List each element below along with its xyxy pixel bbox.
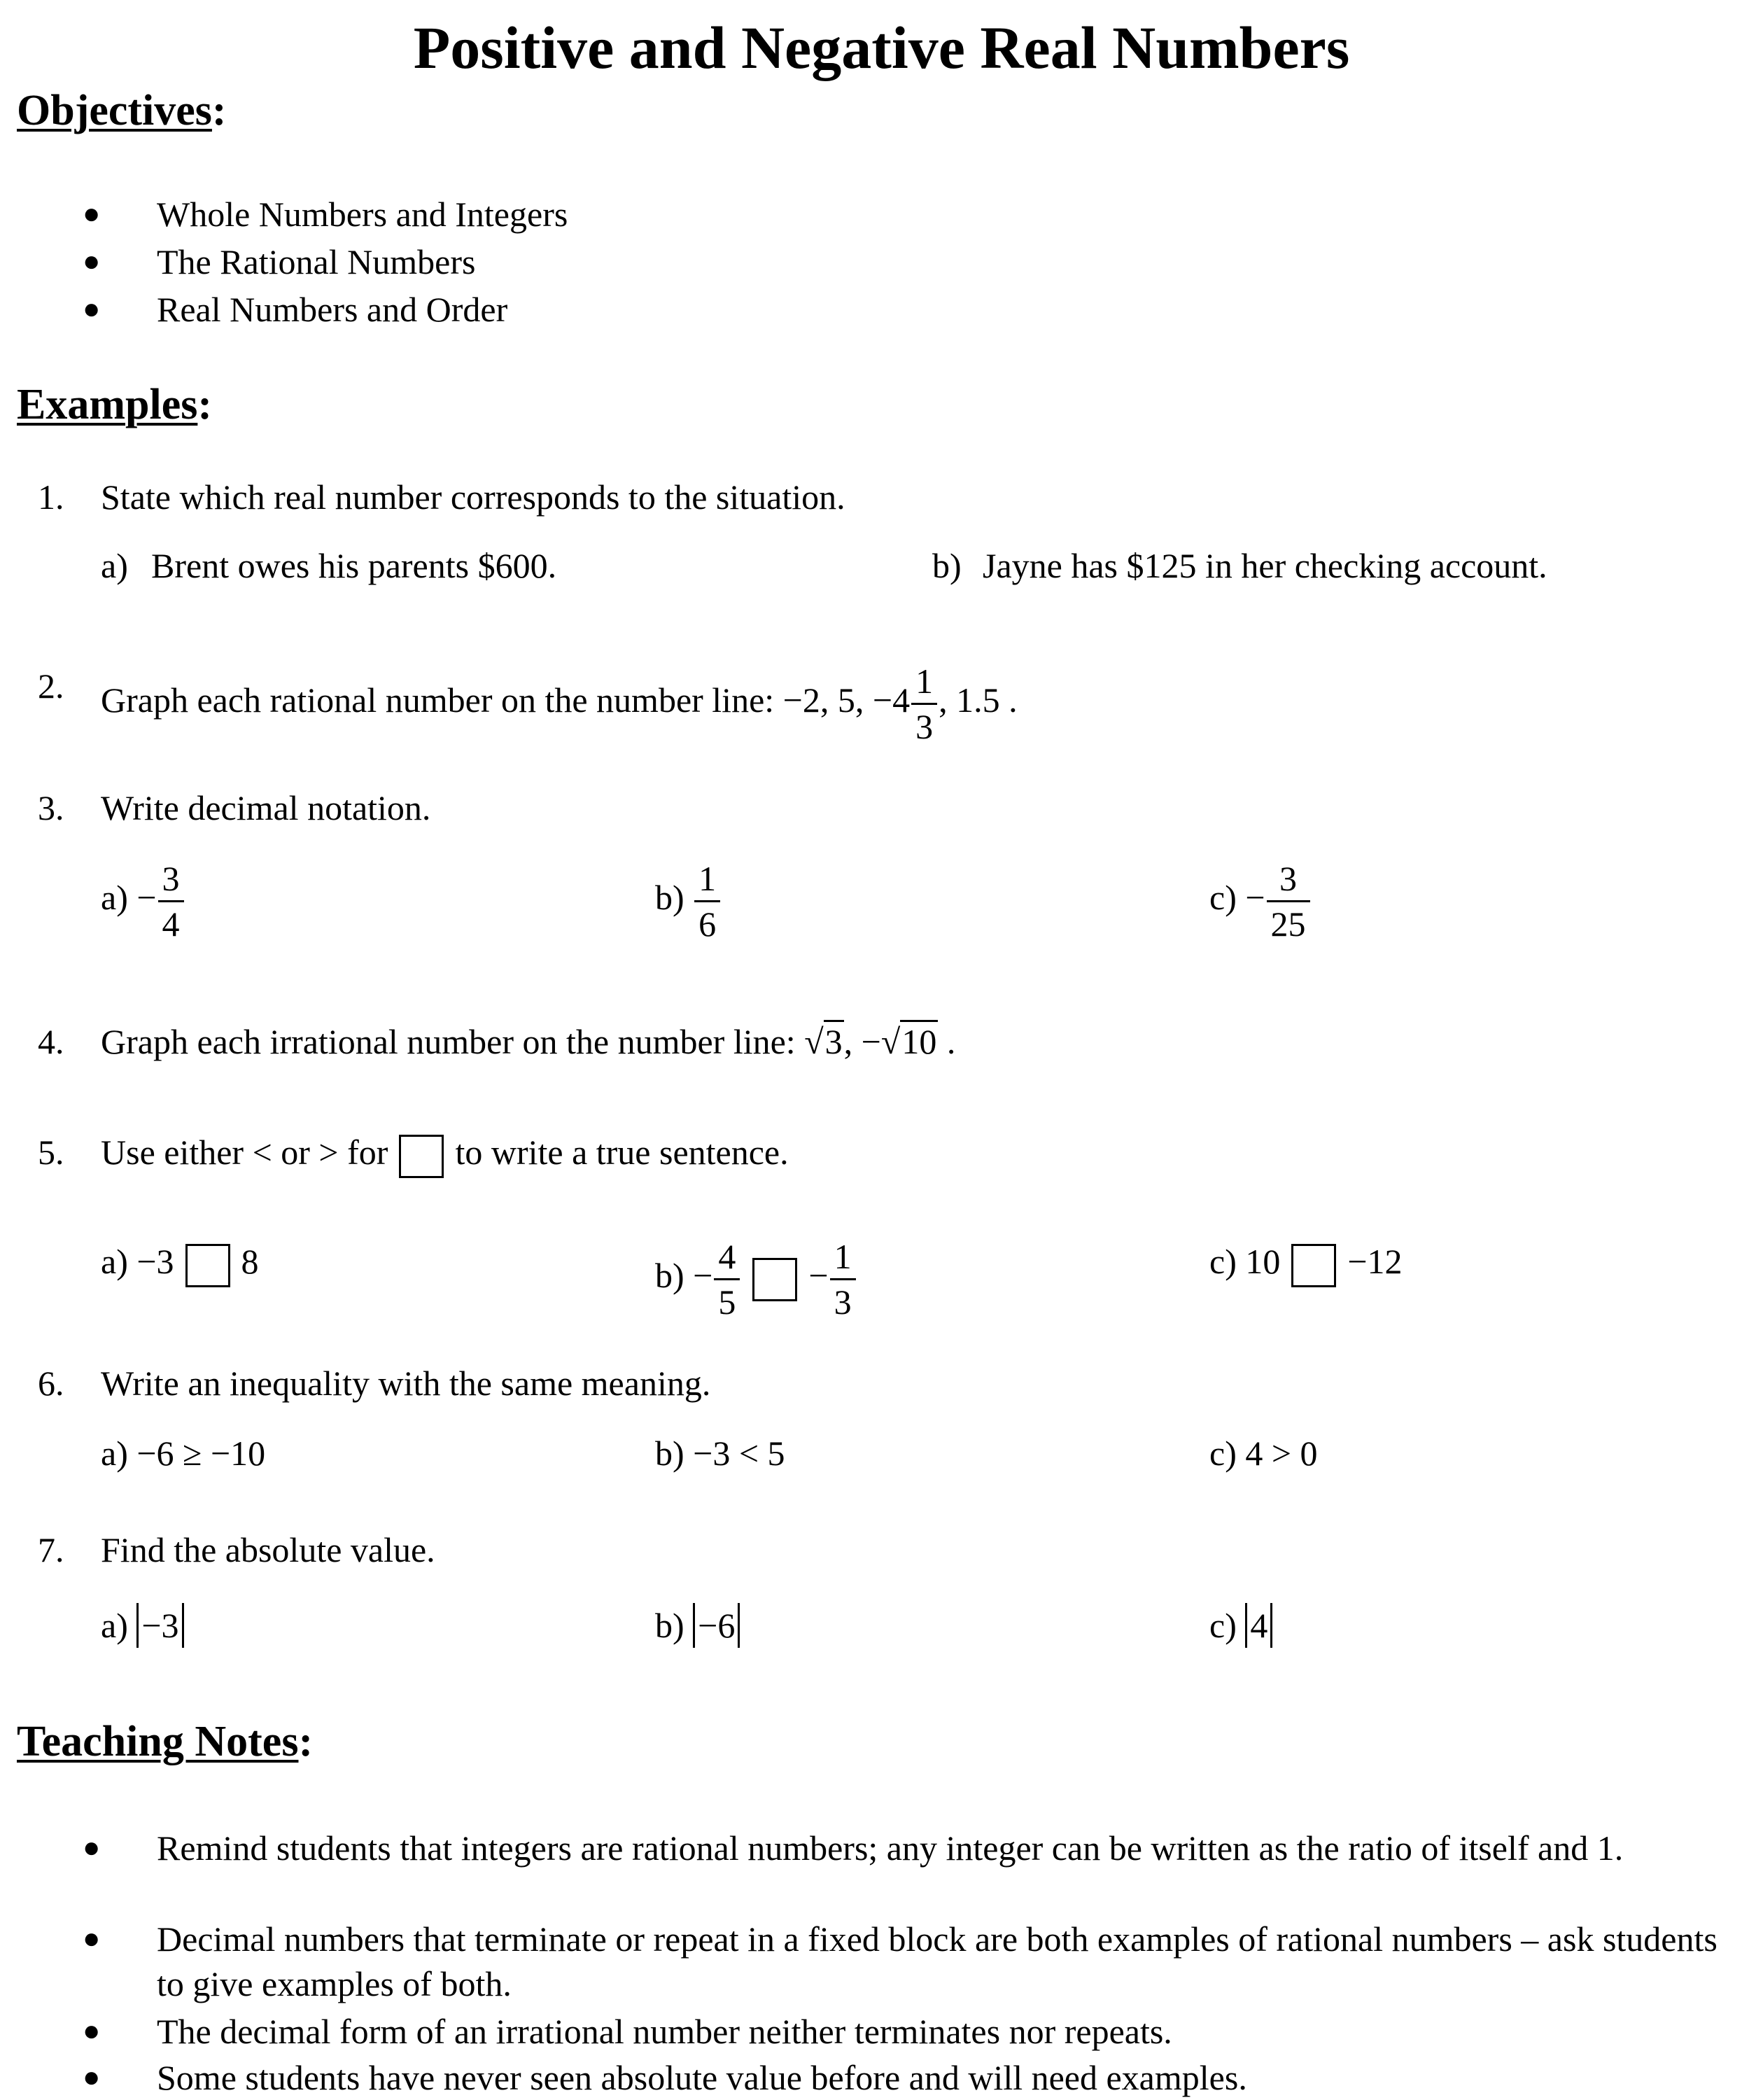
ex3-a [101,859,185,944]
ex3-b-label: b) [655,877,684,917]
examples-heading [17,377,212,433]
ex1-b-text: Jayne has $125 in her checking account. [983,546,1547,585]
example-4-prompt [101,1019,955,1064]
teaching-note: Remind students that integers are rational numbers; any integer can be written as the ratio of itself and 1. [157,1828,1624,1868]
ex1-a-text: Brent owes his parents $600. [151,546,557,585]
ex4-text: Graph each irrational number on the number line: [101,1022,796,1061]
answer-box [399,1135,444,1178]
fraction-numerator: 1 [698,859,717,898]
example-number: 2. [38,666,64,706]
example-number: 1. [38,477,64,517]
objective-item: Whole Numbers and Integers [157,195,568,234]
ex4-tail: . [938,1022,956,1061]
sqrt-10 [881,1019,938,1064]
fraction-numerator: 3 [1279,859,1298,898]
ex6-c [1209,1431,1318,1476]
bullet-icon: ● [83,2015,101,2047]
bullet-icon: ● [83,1923,101,1955]
ex2-mixed-fraction [911,664,937,744]
ex5-b-right-fraction [830,1239,856,1320]
ex5-a-right: 8 [241,1242,259,1281]
minus-sign: − [1245,877,1265,917]
ex3-a-label: a) [101,877,128,917]
ex5-c-right: −12 [1347,1242,1403,1281]
teaching-note: Some students have never seen absolute value before and will need examples. [157,2058,1247,2097]
example-number: 5. [38,1133,64,1172]
answer-box [185,1244,230,1287]
ex6-a-label: a) [101,1434,128,1473]
fraction-denominator: 5 [714,1278,740,1320]
ex5-a [101,1239,259,1287]
ex7-b [655,1603,740,1648]
absolute-value: 4 [1245,1603,1272,1648]
page-title: Positive and Negative Real Numbers [413,14,1350,81]
example-2-prompt [101,664,1018,744]
objective-item: Real Numbers and Order [157,290,508,329]
example-number: 4. [38,1022,64,1061]
objectives-colon: : [211,87,227,134]
absolute-value: −6 [693,1603,740,1648]
example-number: 7. [38,1530,64,1569]
ex7-b-label: b) [655,1606,684,1645]
fraction-denominator: 3 [911,703,937,744]
bullet-icon: ● [83,246,101,278]
ex7-c [1209,1603,1272,1648]
ex7-a-label: a) [101,1606,128,1645]
ex6-c-label: c) [1209,1434,1237,1473]
minus-sign: − [693,1255,713,1295]
example-number: 6. [38,1364,64,1403]
ex3-c-fraction [1267,859,1310,944]
radicand: 10 [900,1020,938,1061]
objectives-heading [17,83,227,139]
ex5-c-left: 10 [1245,1242,1281,1281]
ex2-values: −2, 5, [782,680,864,720]
ex7-a [101,1603,184,1648]
ex6-b-expr: −3 < 5 [693,1434,785,1473]
objectives-heading-text: Objectives [17,87,212,134]
answer-box [752,1258,797,1301]
ex5-c-label: c) [1209,1242,1237,1281]
ex5-b-label: b) [655,1255,684,1295]
minus-sign: − [808,1255,829,1295]
ex6-a [101,1431,265,1476]
ex6-b-label: b) [655,1434,684,1473]
sqrt-3 [804,1019,843,1064]
example-6-prompt: Write an inequality with the same meaning. [101,1364,711,1403]
examples-heading-text: Examples [17,381,198,428]
fraction-numerator: 1 [915,662,934,701]
ex3-b [655,859,722,944]
ex6-a-expr: −6 ≥ −10 [136,1434,266,1473]
ex5-a-left: −3 [136,1242,174,1281]
ex4-separator: , − [843,1022,881,1061]
fraction-denominator: 6 [694,900,720,941]
example-3-prompt: Write decimal notation. [101,788,431,827]
example-number: 3. [38,788,64,827]
example-1-prompt: State which real number corresponds to the situation. [101,477,845,517]
fraction-denominator: 4 [158,900,184,941]
teaching-note: Decimal numbers that terminate or repeat in a fixed block are both examples of rational numbers – ask students to give examples of both. [157,1919,1718,2003]
bullet-icon: ● [83,293,101,326]
radicand: 3 [824,1020,844,1061]
ex3-b-fraction [694,859,720,944]
teaching-note: The decimal form of an irrational number neither terminates nor repeats. [157,2012,1172,2051]
fraction-denominator: 25 [1267,900,1310,941]
radical-icon: √ [804,1022,824,1061]
fraction-numerator: 3 [162,859,180,898]
ex3-c-label: c) [1209,877,1237,917]
ex5-a-label: a) [101,1242,128,1281]
bullet-icon: ● [83,2062,101,2094]
answer-box [1291,1244,1336,1287]
examples-colon: : [197,381,213,428]
ex2-text: Graph each rational number on the number line: [101,680,775,720]
ex3-c [1209,859,1312,944]
fraction-numerator: 1 [834,1237,852,1276]
ex1-a-label: a) [101,546,128,585]
bullet-icon: ● [83,1832,101,1864]
absolute-value: −3 [136,1603,183,1648]
bullet-icon: ● [83,198,101,230]
ex5-b [655,1239,857,1320]
example-7-prompt: Find the absolute value. [101,1530,435,1569]
minus-sign: − [136,877,157,917]
example-5-prompt [101,1130,789,1178]
teaching-notes-heading-text: Teaching Notes [17,1718,299,1765]
ex6-c-expr: 4 > 0 [1245,1434,1318,1473]
teaching-notes-heading [17,1714,313,1770]
objective-item: The Rational Numbers [157,242,476,281]
ex1-b-label: b) [932,546,962,585]
ex7-c-label: c) [1209,1606,1237,1645]
ex5-text-before: Use either < or > for [101,1133,388,1172]
radical-icon: √ [880,1022,901,1061]
ex2-tail: , 1.5 . [939,680,1018,720]
fraction-denominator: 3 [830,1278,856,1320]
ex5-c [1209,1239,1403,1287]
fraction-numerator: 4 [718,1237,736,1276]
ex5-b-left-fraction [714,1239,740,1320]
ex3-a-fraction [158,859,184,944]
ex2-mixed-whole: −4 [872,680,911,720]
teaching-notes-colon: : [298,1718,314,1765]
ex6-b [655,1431,785,1476]
ex5-text-after: to write a true sentence. [455,1133,789,1172]
